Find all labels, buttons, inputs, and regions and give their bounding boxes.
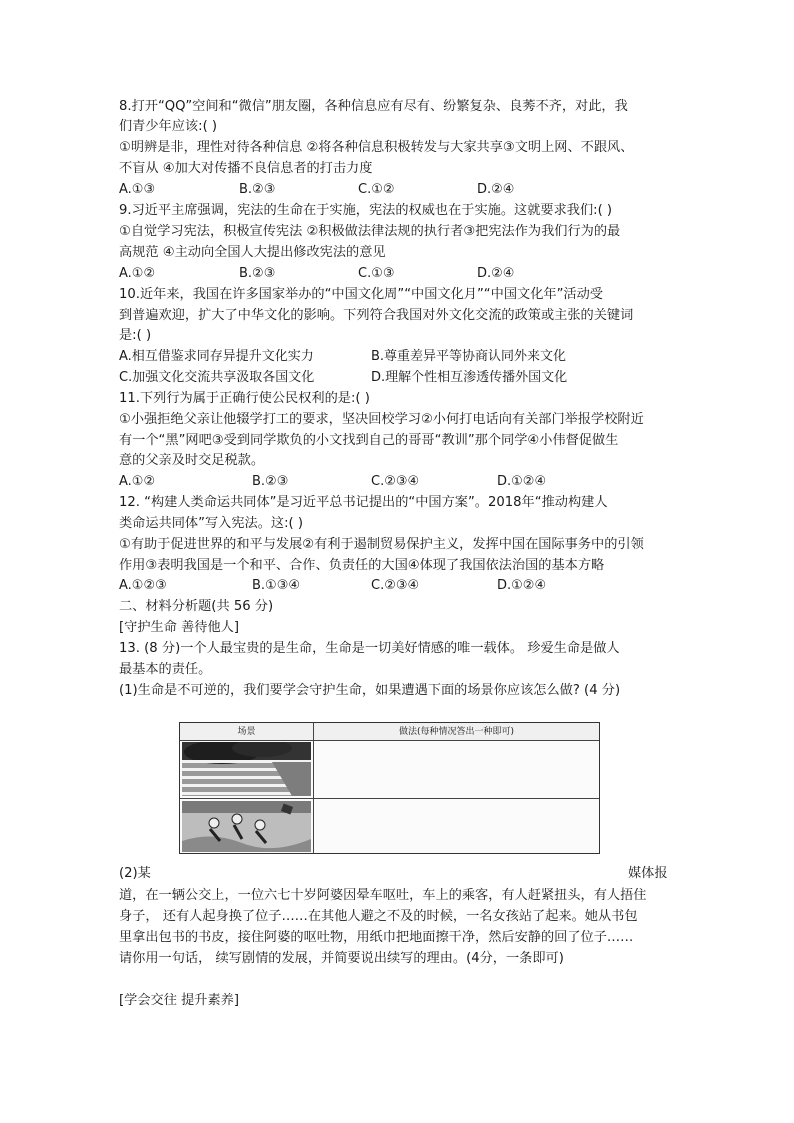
- q8-option-c: C.①②: [358, 182, 395, 197]
- q12-option-c: C.②③④: [371, 578, 420, 593]
- q8-option-b: B.②③: [239, 182, 276, 197]
- section2-subheading-1: [守护生命 善待他人]: [119, 620, 239, 635]
- q10-option-d: D.理解个性相互渗透传播外国文化: [371, 370, 568, 385]
- table-row-divider: [180, 798, 599, 799]
- q13-part2-line2: 身子， 还有人起身换了位子……在其他人避之不及的时候，一名女孩站了起来。她从书包: [119, 909, 638, 924]
- q11-option-b: B.②③: [252, 474, 289, 489]
- q8-items-line1: ①明辨是非，理性对待各种信息 ②将各种信息积极转发与大家共享③文明上网、不跟风、: [119, 140, 634, 155]
- q11-option-d: D.①②④: [497, 474, 547, 489]
- crowd-stampede-cartoon-image: [182, 801, 311, 852]
- q8-option-a: A.①③: [119, 182, 156, 197]
- q9-option-c: C.①③: [358, 266, 395, 281]
- q10-option-c: C.加强文化交流共享汲取各国文化: [119, 370, 315, 385]
- q11-option-c: C.②③④: [371, 474, 420, 489]
- q8-stem-line2: 们青少年应该:( ): [119, 119, 218, 134]
- table-header-scene: 场景: [237, 727, 256, 737]
- q13-stem-line2: 最基本的责任。: [119, 662, 212, 677]
- q12-option-a: A.①②③: [119, 578, 167, 593]
- q13-part2-right: 媒体报: [628, 866, 668, 881]
- q13-part2-line1: 道，在一辆公交上，一位六七十岁阿婆因晕车呕吐，车上的乘客，有人赶紧扭头，有人捂住: [119, 888, 647, 903]
- q11-items-line1: ①小强拒绝父亲让他辍学打工的要求，坚决回校学习②小何打电话向有关部门举报学校附近: [119, 412, 644, 427]
- q9-option-a: A.①②: [119, 266, 156, 281]
- table-header-action: 做法(每种情况答出一种即可): [398, 727, 515, 737]
- q10-stem-line3: 是:( ): [119, 328, 152, 343]
- q11-stem-line1: 11.下列行为属于正确行使公民权利的是:( ): [119, 391, 370, 406]
- q8-items-line2: 不盲从 ④加大对传播不良信息者的打击力度: [119, 161, 373, 176]
- q8-option-d: D.②④: [477, 182, 515, 197]
- q11-option-a: A.①②: [119, 474, 156, 489]
- section2-title: 二、材料分析题(共 56 分): [119, 599, 274, 614]
- table-column-divider: [313, 723, 314, 853]
- q12-option-d: D.①②④: [497, 578, 547, 593]
- q13-stem-line1: 13. (8 分)一个人最宝贵的是生命，生命是一切美好情感的唯一载体。 珍爱生命是做人: [119, 641, 620, 656]
- q9-items-line2: 高规范 ④主动向全国人大提出修改宪法的意见: [119, 245, 386, 260]
- q12-stem-line1: 12. “构建人类命运共同体”是习近平总书记提出的“中国方案”。2018年“推动构建人: [119, 495, 608, 510]
- q9-items-line1: ①自觉学习宪法，积极宣传宪法 ②积极做法律法规的执行者③把宪法作为我们行为的最: [119, 224, 621, 239]
- fire-scene-image: [182, 742, 311, 796]
- q10-stem-line1: 10.近年来，我国在许多国家举办的“中国文化周”“中国文化月”“中国文化年”活动受: [119, 287, 603, 302]
- q10-stem-line2: 到普遍欢迎，扩大了中华文化的影响。下列符合我国对外文化交流的政策或主张的关键词: [119, 308, 634, 323]
- q9-option-b: B.②③: [239, 266, 276, 281]
- q12-items-line1: ①有助于促进世界的和平与发展②有利于遏制贸易保护主义，发挥中国在国际事务中的引领: [119, 537, 644, 552]
- q11-items-line2: 有一个“黑”网吧③受到同学欺负的小文找到自己的哥哥“教训”那个同学④小伟督促做生: [119, 433, 619, 448]
- q13-part2-line3: 里拿出包书的书皮，接住阿婆的呕吐物，用纸巾把地面擦干净，然后安静的回了位子……: [119, 930, 634, 945]
- q12-option-b: B.①③④: [252, 578, 301, 593]
- q11-items-line3: 意的父亲及时交足税款。: [119, 453, 265, 468]
- q13-part2-line4: 请你用一句话， 续写剧情的发展，并简要说出续写的理由。(4分，一条即可): [119, 951, 564, 966]
- q10-option-a: A.相互借鉴求同存异提升文化实力: [119, 349, 314, 364]
- q13-part1: (1)生命是不可逆的，我们要学会守护生命，如果遭遇下面的场景你应该怎么做? (4 分): [119, 683, 621, 698]
- q12-stem-line2: 类命运共同体”写入宪法。这:( ): [119, 516, 304, 531]
- q8-stem-line1: 8.打开“QQ”空间和“微信”朋友圈，各种信息应有尽有、纷繁复杂、良莠不齐，对此，我: [119, 99, 628, 114]
- section2-subheading-2: [学会交往 提升素养]: [119, 993, 239, 1008]
- q12-items-line2: 作用③表明我国是一个和平、合作、负责任的大国④体现了我国依法治国的基本方略: [119, 558, 605, 573]
- q10-option-b: B.尊重差异平等协商认同外来文化: [371, 349, 567, 364]
- scene-table: [179, 722, 600, 854]
- q9-stem-line1: 9.习近平主席强调，宪法的生命在于实施，宪法的权威也在于实施。这就要求我们:( ): [119, 203, 613, 218]
- q9-option-d: D.②④: [477, 266, 515, 281]
- q13-part2-left: (2)某: [119, 866, 151, 881]
